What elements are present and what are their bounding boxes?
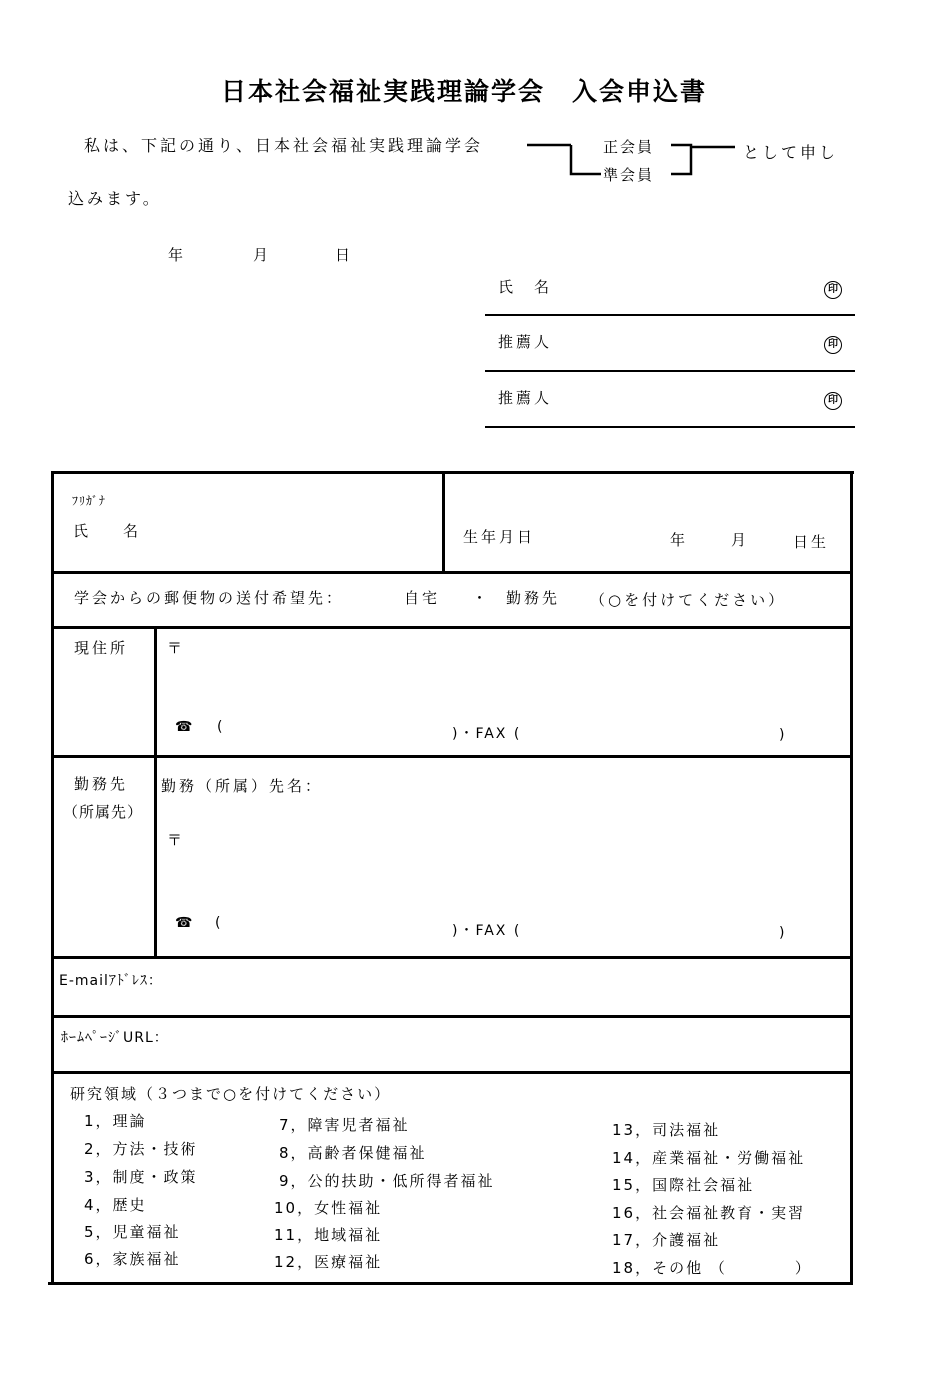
current-fax-field[interactable] [560,720,770,742]
workplace-label: 勤務先 [74,775,129,793]
org-name-field[interactable] [350,772,830,796]
research-option[interactable]: 13，司法福祉 [612,1121,721,1139]
org-name-label: 勤務（所属）先名： [161,777,324,795]
research-option[interactable]: 14，産業福祉・労働福祉 [612,1149,806,1167]
seal-mark-icon: 印 [824,392,842,410]
phone-icon: ☎ [175,915,195,931]
row-divider [52,755,852,758]
research-option[interactable]: 5，児童福祉 [84,1223,181,1241]
signature-name-line[interactable] [485,314,855,316]
affiliation-label: （所属先） [63,803,144,821]
col-divider [154,626,157,957]
phone-fax-label: )・FAX ( [452,726,522,742]
research-option[interactable]: 7，障害児者福祉 [279,1116,410,1134]
row-divider [52,626,852,629]
recommender1-label: 推薦人 [498,333,553,351]
birth-day-label: 日生 [793,533,830,551]
research-option[interactable]: 15，国際社会福祉 [612,1176,755,1194]
homepage-label: ﾎｰﾑﾍﾟｰｼﾞURL： [61,1030,169,1046]
table-border-right [850,471,853,1285]
research-option[interactable]: 10，女性福祉 [274,1199,383,1217]
phone-open-paren: ( [215,915,223,931]
current-phone-field[interactable] [232,718,446,740]
table-border-left [51,471,54,1285]
recommender2-label: 推薦人 [498,389,553,407]
birthdate-label: 生年月日 [463,528,536,546]
intro-text-line2: 込みます。 [68,189,162,208]
mail-pref-note: （○を付けてください） [590,591,787,609]
homepage-field[interactable] [200,1023,830,1051]
signature-name-label: 氏 名 [498,278,553,296]
research-option[interactable]: 18，その他 （ ） [612,1259,812,1277]
research-option[interactable]: 2，方法・技術 [84,1140,198,1158]
research-option[interactable]: 16，社会福祉教育・実習 [612,1204,806,1222]
phone-icon: ☎ [175,719,195,735]
recommender1-line[interactable] [485,370,855,372]
mail-pref-separator: ・ [472,589,491,607]
research-option[interactable]: 6，家族福祉 [84,1250,181,1268]
workplace-fax-field[interactable] [560,917,770,939]
birth-month-label: 月 [731,531,750,549]
postal-mark-icon: 〒 [167,831,186,849]
form-name-label: 氏 名 [73,522,149,540]
option-regular-member[interactable]: 正会員 [603,138,655,156]
intro-text-tail: として申し [743,143,839,162]
name-field[interactable] [170,488,435,564]
seal-mark-icon: 印 [824,336,842,354]
table-border-top [52,471,854,474]
recommender2-line[interactable] [485,426,855,428]
postal-mark-icon: 〒 [167,639,186,657]
row-divider [52,1071,852,1074]
document-title: 日本社会福祉実践理論学会 入会申込書 [220,77,707,106]
date-month-label: 月 [253,246,272,264]
research-heading: 研究領域（３つまで○を付けてください） [70,1085,392,1103]
workplace-phone-field[interactable] [230,914,444,936]
row-divider [52,956,852,959]
fax-close-paren: ) [779,727,787,743]
research-option[interactable]: 17，介護福祉 [612,1231,721,1249]
research-option[interactable]: 1，理論 [84,1112,147,1130]
email-field[interactable] [200,966,830,994]
research-option[interactable]: 4，歴史 [84,1196,147,1214]
row-divider [52,571,852,574]
birth-year-label: 年 [670,531,689,549]
date-day-label: 日 [335,246,354,264]
fax-close-paren: ) [779,925,787,941]
research-option[interactable]: 12，医療福祉 [274,1253,383,1271]
email-label: E-mailｱﾄﾞﾚｽ： [59,973,163,989]
phone-fax-label: )・FAX ( [452,923,522,939]
current-address-label: 現住所 [74,639,129,657]
table-border-bottom [48,1282,850,1285]
current-address-field[interactable] [190,635,830,695]
workplace-address-field[interactable] [190,827,830,887]
col-divider [442,471,445,572]
row-divider [52,1015,852,1018]
mail-pref-work-option[interactable]: 勤務先 [506,589,561,607]
research-option[interactable]: 8，高齢者保健福祉 [279,1144,427,1162]
intro-text-lead: 私は、下記の通り、日本社会福祉実践理論学会 [84,136,484,155]
research-option[interactable]: 11，地域福祉 [274,1226,383,1244]
research-option[interactable]: 3，制度・政策 [84,1168,198,1186]
mail-pref-home-option[interactable]: 自宅 [404,589,441,607]
research-option[interactable]: 9，公的扶助・低所得者福祉 [279,1172,495,1190]
mail-pref-label: 学会からの郵便物の送付希望先： [74,589,345,607]
furigana-label: ﾌﾘｶﾞﾅ [72,494,107,508]
phone-open-paren: ( [217,719,225,735]
option-associate-member[interactable]: 準会員 [603,166,655,184]
date-year-label: 年 [168,246,187,264]
seal-mark-icon: 印 [824,281,842,299]
